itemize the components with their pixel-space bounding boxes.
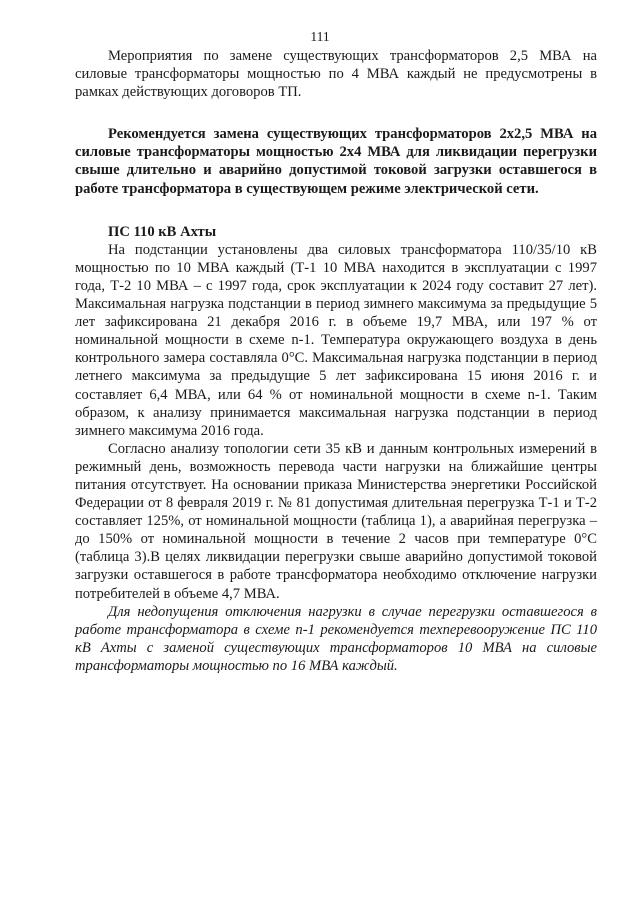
document-body (75, 47, 597, 675)
paragraph-modernization-recommendation: Для недопущения отключения нагрузки в случае перегрузки оставшегося в работе трансформатора в схеме n-1 рекомендуется техперевооружение ПС 110 кВ Ахты с заменой существующих трансформаторов 10 МВА на силовые трансформаторы мощностью по 16 МВА каждый. (75, 603, 597, 674)
paragraph-transformer-replacement-note: Мероприятия по замене существующих трансформаторов 2,5 МВА на силовые трансформаторы мощностью по 4 МВА каждый не предусмотрены в рамках действующих договоров ТП. (75, 48, 597, 101)
section-heading-ps-akhty: ПС 110 кВ Ахты (108, 223, 217, 240)
paragraph-topology-analysis: Согласно анализу топологии сети 35 кВ и данным контрольных измерений в режимный день, возможность перевода части нагрузки на ближайшие центры питания отсутствует. На основании приказа Министерства энергетики Российской Федерации от 8 февраля 2019 г. № 81 допустимая длительная перегрузка Т-1 и Т-2 составляет 125%, от номинальной мощности (таблица 1), а аварийная перегрузка – до 150% от номинальной мощности в течение 2 часов при температуре 0°С (таблица 3).В целях ликвидации перегрузки свыше аварийно допустимой токовой загрузки оставшегося в работе трансформатора необходимо отключение нагрузки потребителей в объеме 4,7 МВА. (75, 440, 597, 602)
paragraph-substation-description: На подстанции установлены два силовых трансформатора 110/35/10 кВ мощностью по 10 МВА каждый (Т-1 10 МВА находится в эксплуатации с 1997 года, Т-2 10 МВА – с 1997 года, срок эксплуатации к 2024 году составит 27 лет). Максимальная нагрузка подстанции в период зимнего максимума за предыдущие 5 лет зафиксирована 21 декабря 2016 г. в объеме 19,7 МВА, или 197 % от номинальной мощности в схеме n-1. Температура окружающего воздуха в день контрольного замера составляла 0°С. Максимальная нагрузка подстанции в период летнего максимума за предыдущие 5 лет зафиксирована 15 июня 2016 г. и составляет 6,4 МВА, или 64 % от номинальной мощности в схеме n-1. Таким образом, к анализу принимается максимальная нагрузка подстанции в период зимнего максимума 2016 года. (75, 241, 597, 439)
page-number: 111 (310, 29, 330, 44)
paragraph-recommendation: Рекомендуется замена существующих трансформаторов 2х2,5 МВА на силовые трансформаторы мощностью 2х4 МВА для ликвидации перегрузки свыше длительно и аварийно допустимой токовой загрузки оставшегося в работе трансформатора в существующем режиме электрической сети. (75, 126, 597, 197)
